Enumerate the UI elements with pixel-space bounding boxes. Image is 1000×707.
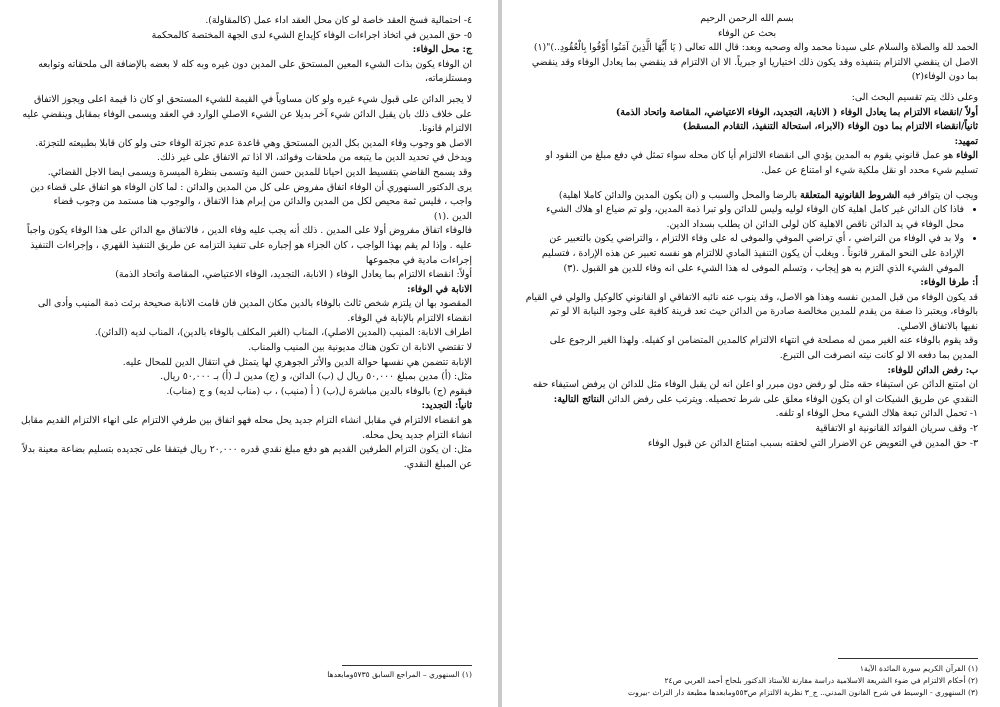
sanhouri-line: فالوفاء اتفاق مفروض أولا على المدين . ذلك أنه يجب عليه وفاء الدين ، فالاتفاق مع الدائن على هذا الوفاء يكون واجباً	[26, 225, 472, 237]
parties-line: قد يكون الوفاء من قبل المدين نفسه وهذا هو الاصل، وقد ينوب عنه نائبه الاتفاقي او القانوني كالوكيل والولي في القيام	[525, 291, 978, 303]
bullet-line: الموفي الشيء الذي التزم به هو إيجاب ، وتسلم الموفى له هذا الشيء على انه وفاء للدين هو القبول .(٣)	[563, 262, 964, 274]
refusal-line: ان امتنع الدائن عن استيفاء حقه مثل لو رفض دون مبرر او اعلن انه لن يقبل الوفاء مثل للدائن ان يرفض استيفاء حقه	[532, 379, 978, 391]
division-first: أولاً /انقضاء الالتزام بما يعادل الوفاء ( الانابة، التجديد، الوفاء الاعتياضي، المقاصة واتحاد الذمة)	[615, 106, 978, 118]
bullet-line: محل الوفاء في يد الدائن ناقص الاهلية كان لولى الدائن ان يطلب بسداد الدين.	[666, 218, 964, 230]
sanhouri-line: الدين .(١)	[433, 210, 472, 222]
right-page	[502, 0, 1000, 707]
conditions-pre: ويجب ان يتوافر فيه	[899, 189, 978, 201]
conditions-list	[516, 203, 978, 276]
bullet-line: فاذا كان الدائن غير كامل اهلية كان الوفاء لوليه وليس للدائن ولو تبرا ذمة المدين، ولو تم ضياع او هلاك الشيء	[545, 204, 964, 216]
left-footnotes	[16, 665, 472, 681]
renewal-line: هو انقضاء الالتزام في مقابل انشاء التزام جديد يحل محله فهو اتفاق بين طرفي الالتزام على انهاء الالتزام القديم مقابل	[20, 415, 472, 427]
condition-bullet-2	[516, 232, 964, 276]
delegation-line: المقصود بها ان يلتزم شخص ثالث بالوفاء بالدين مكان المدين فان قامت الانابة صحيحة برئت ذمة المنيب وأدى الى	[37, 298, 472, 310]
intro-line: الحمد لله والصلاة والسلام على سيدنا محمد واله وصحبه وبعد: قال الله تعالى ( يَا أَيُّهَا الَّذِينَ آمَنُوا أَوْفُوا بِالْعُقُودِ..)"(١)	[533, 42, 978, 54]
object-line: ويدخل في تحديد الدين ما يتبعه من ملحقات وفوائد، الا اذا تم الاتفاق على غير ذلك.	[157, 152, 472, 164]
footnote: (٣) السنهوري - الوسيط في شرح القانون المدني.. ج_٣ نظرية الالتزام ص٥٥٣ومابعدها مطبعة دار التراث -بيروت	[628, 688, 978, 697]
conditions-post: بالرضا والمحل والسبب و (ان يكون المدين والدائن كاملا اهلية)	[558, 189, 800, 201]
renewal-heading: ثانياً: التجديد:	[421, 400, 472, 412]
sanhouri-line: إجراءات مادية في مجموعها	[365, 254, 472, 266]
condition-bullet-1	[516, 203, 964, 232]
renewal-line: مثل: ان يكون التزام الطرفين القديم هو دفع مبلغ نقدي قدره ٢٠,٠٠٠ ريال فيتفقا على تجديده بتسليم بضاعة معينة بدلاً	[22, 444, 472, 456]
object-line: الالتزام قانونا.	[419, 123, 472, 135]
renewal-line: انشاء التزام جديد يحل محله.	[362, 429, 472, 441]
division-second: ثانياً/انقضاء الالتزام بما دون الوفاء (الابراء، استحالة التنفيذ، التقادم المسقط)	[682, 121, 978, 133]
preface-line: تسليم شيء محدد او نقل ملكية شيء او امتناع عن عمل.	[761, 164, 978, 176]
object-line: وقد يسمح القاضي بتقسيط الدين احيانا للمدين حسن النية وتسمى بنظرة الميسرة ويسمى ايضا الاجل القضائي.	[47, 166, 472, 178]
footnote: (٢) أحكام الالتزام في ضوء الشريعة الاسلامية دراسة مقارنة للأستاذ الدكتور بلحاج أحمد العربي ص٢٤	[664, 676, 978, 685]
preface-text: هو عمل قانوني يقوم به المدين يؤدي الى انقضاء الالتزام أيا كان محله سواء تمثل في دفع مبلغ من النقود او	[545, 150, 957, 162]
parties-line: وقد يقوم بالوفاء عنه الغير ممن له مصلحة في انتهاء الالتزام كالمدين المتضامن او كفيله. ولهذا الغير الرجوع على	[549, 335, 978, 347]
preface-term: الوفاء	[956, 150, 978, 162]
sanhouri-line: عليه . وإذا لم يقم بهذا الواجب ، كان الجزاء هو إجباره على تنفيذ التزامه عن طريق التنفيذ القهري ، وإجراءات التنفيذ	[30, 239, 472, 251]
refusal-heading: ب: رفض الدائن للوفاء:	[887, 364, 978, 376]
parties-line: نفيها بالاتفاق الاصلي.	[897, 320, 978, 332]
object-of-payment-heading: ج: محل الوفاء:	[412, 44, 472, 56]
left-top-item-5: ٥- حق المدين في اتخاذ اجراءات الوفاء كإيداع الشيء لدى الجهة المختصة كالمحكمة	[151, 29, 472, 41]
conditions-bold: الشروط القانونية المتعلقة	[800, 189, 900, 201]
refusal-text: النقدي عن طريق الشيكات او ان يكون الوفاء معلق على شرط تحصيله. ويترتب على رفض الدائن	[604, 393, 978, 405]
page-title: بحث عن الوفاء	[717, 27, 777, 39]
renewal-line: عن المبلغ النقدي.	[403, 458, 472, 470]
parties-line: بالوفاء، ويعتبر ذا صفة من يقدم للمدين مخالصة صادرة من الدائن حيث تعد قرينة كافية على وجود النيابة الا لو تم	[549, 306, 978, 318]
delegation-example: فيقوم (ج) بالوفاء بالدين مباشرة ل(ب) ( أ (منيب) ، ب (مناب لديه) و ج (مناب).	[166, 385, 472, 397]
object-line: ومستلزماته،	[424, 73, 472, 85]
intro-line: بما دون الوفاء(٢)	[911, 71, 978, 83]
object-line: على خلاف ذلك بان يقبل الدائن شيء آخر بديلا عن الشيء الاصلي الوارد في العقد ويسمى الوفاء بمقابل وينقضي عليه	[22, 108, 472, 120]
preface-heading: تمهيد:	[954, 135, 978, 147]
intro-line: الاصل ان ينقضي الالتزام بتنفيذه وقد يكون ذلك اختياريا او جبرياً. الا ان الالتزام قد ينقضي بما يعادل الوفاء وقد ينقضي	[531, 56, 978, 68]
result-item-3: ٣- حق المدين في التعويض عن الاضرار التي لحقته بسبب امتناع الدائن عن قبول الوفاء	[647, 437, 978, 449]
footnote-rule	[342, 665, 472, 666]
section-first-heading: أولاً: انقضاء الالتزام بما يعادل الوفاء ( الانابة، التجديد، الوفاء الاعتياضي، المقاصة واتحاد الذمة)	[115, 269, 472, 281]
parties-line: المدين بما دفعه الا لو كانت نيته انصرفت الى التبرع.	[779, 350, 978, 362]
footnote: (١) القرآن الكريم سورة المائدة الآية١	[859, 664, 978, 673]
delegation-line: لا تقتضي الانابة ان تكون هناك مديونية بين المنيب والمناب.	[248, 342, 472, 354]
refusal-results-label: النتائج التالية:	[553, 393, 605, 405]
delegation-line: الإنابة تتضمن هي نفسها حوالة الدين والأثر الجوهري لها يتمثل في انتقال الدين للمحال عليه.	[122, 356, 472, 368]
delegation-line: انقضاء الالتزام بالإنابة في الوفاء.	[347, 312, 472, 324]
footnote: (١) السنهوري – المراجع السابق ٥٧٣٥ومابعدها	[327, 670, 472, 679]
conditions-intro	[516, 189, 978, 204]
right-footnotes	[516, 650, 978, 699]
result-item-2: ٢- وقف سريان الفوائد القانونية او الاتفاقية	[815, 423, 978, 435]
intro-line: وعلى ذلك يتم تقسيم البحث الى:	[851, 91, 978, 103]
sanhouri-line: يرى الدكتور السنهوري أن الوفاء اتفاق مفروض على كل من المدين والدائن : لما كان الوفاء هو اتفاق على قضاء دين	[30, 181, 472, 193]
delegation-example: مثل: (أ) مدين بمبلغ ٥٠,٠٠٠ ريال ل (ب) الدائن، و (ج) مدين لـ (أ) بـ ٥٠,٠٠٠ ريال.	[160, 371, 472, 383]
delegation-heading: الانابة في الوفاء:	[407, 283, 472, 295]
object-line: الاصل هو وجوب وفاء المدين بكل الدين المستحق وهي قاعدة عدم تجزئة الوفاء حتى ولو كان قابلا بطبيعته للتجزئة.	[35, 137, 472, 149]
delegation-line: اطراف الانابة: المنيب (المدين الاصلي)، المناب (الغير المكلف بالوفاء بالدين)، المناب لديه (الدائن).	[94, 327, 472, 339]
bullet-line: ولا بد في الوفاء من التراضي ، أي تراضي الموفي والموفى له على وفاء الالتزام ، والتراضي يكون بالتعبير عن	[549, 233, 964, 245]
object-line: لا يجبر الدائن على قبول شيء غيره ولو كان مساوياً في القيمة للشيء المستحق او كان ذا قيمة اعلى ويجوز الاتفاق	[34, 93, 472, 105]
left-page	[0, 0, 498, 707]
basmala: بسم الله الرحمن الرحيم	[700, 13, 794, 24]
bullet-line: الإرادة على النحو المقرر قانوناً . ويغلب أن يكون التنفيذ المادي للالتزام هو نفسه تعبير عن هذه الإرادة ، فتسليم	[541, 247, 964, 259]
sanhouri-line: واجب ، فليس ثمة محيص لكل من المدين والدائن من إبرام هذا الاتفاق ، والوجوب هنا مستمد من وجوب قضاء	[53, 196, 472, 208]
preface-line	[516, 149, 978, 164]
left-top-item-4: ٤- احتمالية فسخ العقد خاصة لو كان محل العقد اداء عمل (كالمقاولة).	[205, 15, 472, 26]
result-item-1: ١- تحمل الدائن تبعة هلاك الشيء محل الوفاء او تلفه.	[775, 408, 978, 420]
parties-heading: أ: طرفا الوفاء:	[920, 277, 978, 289]
refusal-line	[516, 393, 978, 408]
object-line: ان الوفاء يكون بذات الشيء المعين المستحق على المدين دون غيره وبه كله لا بعضه بالإضافة الى ملحقاته وتوابعه	[38, 58, 472, 70]
footnote-rule	[838, 658, 978, 659]
